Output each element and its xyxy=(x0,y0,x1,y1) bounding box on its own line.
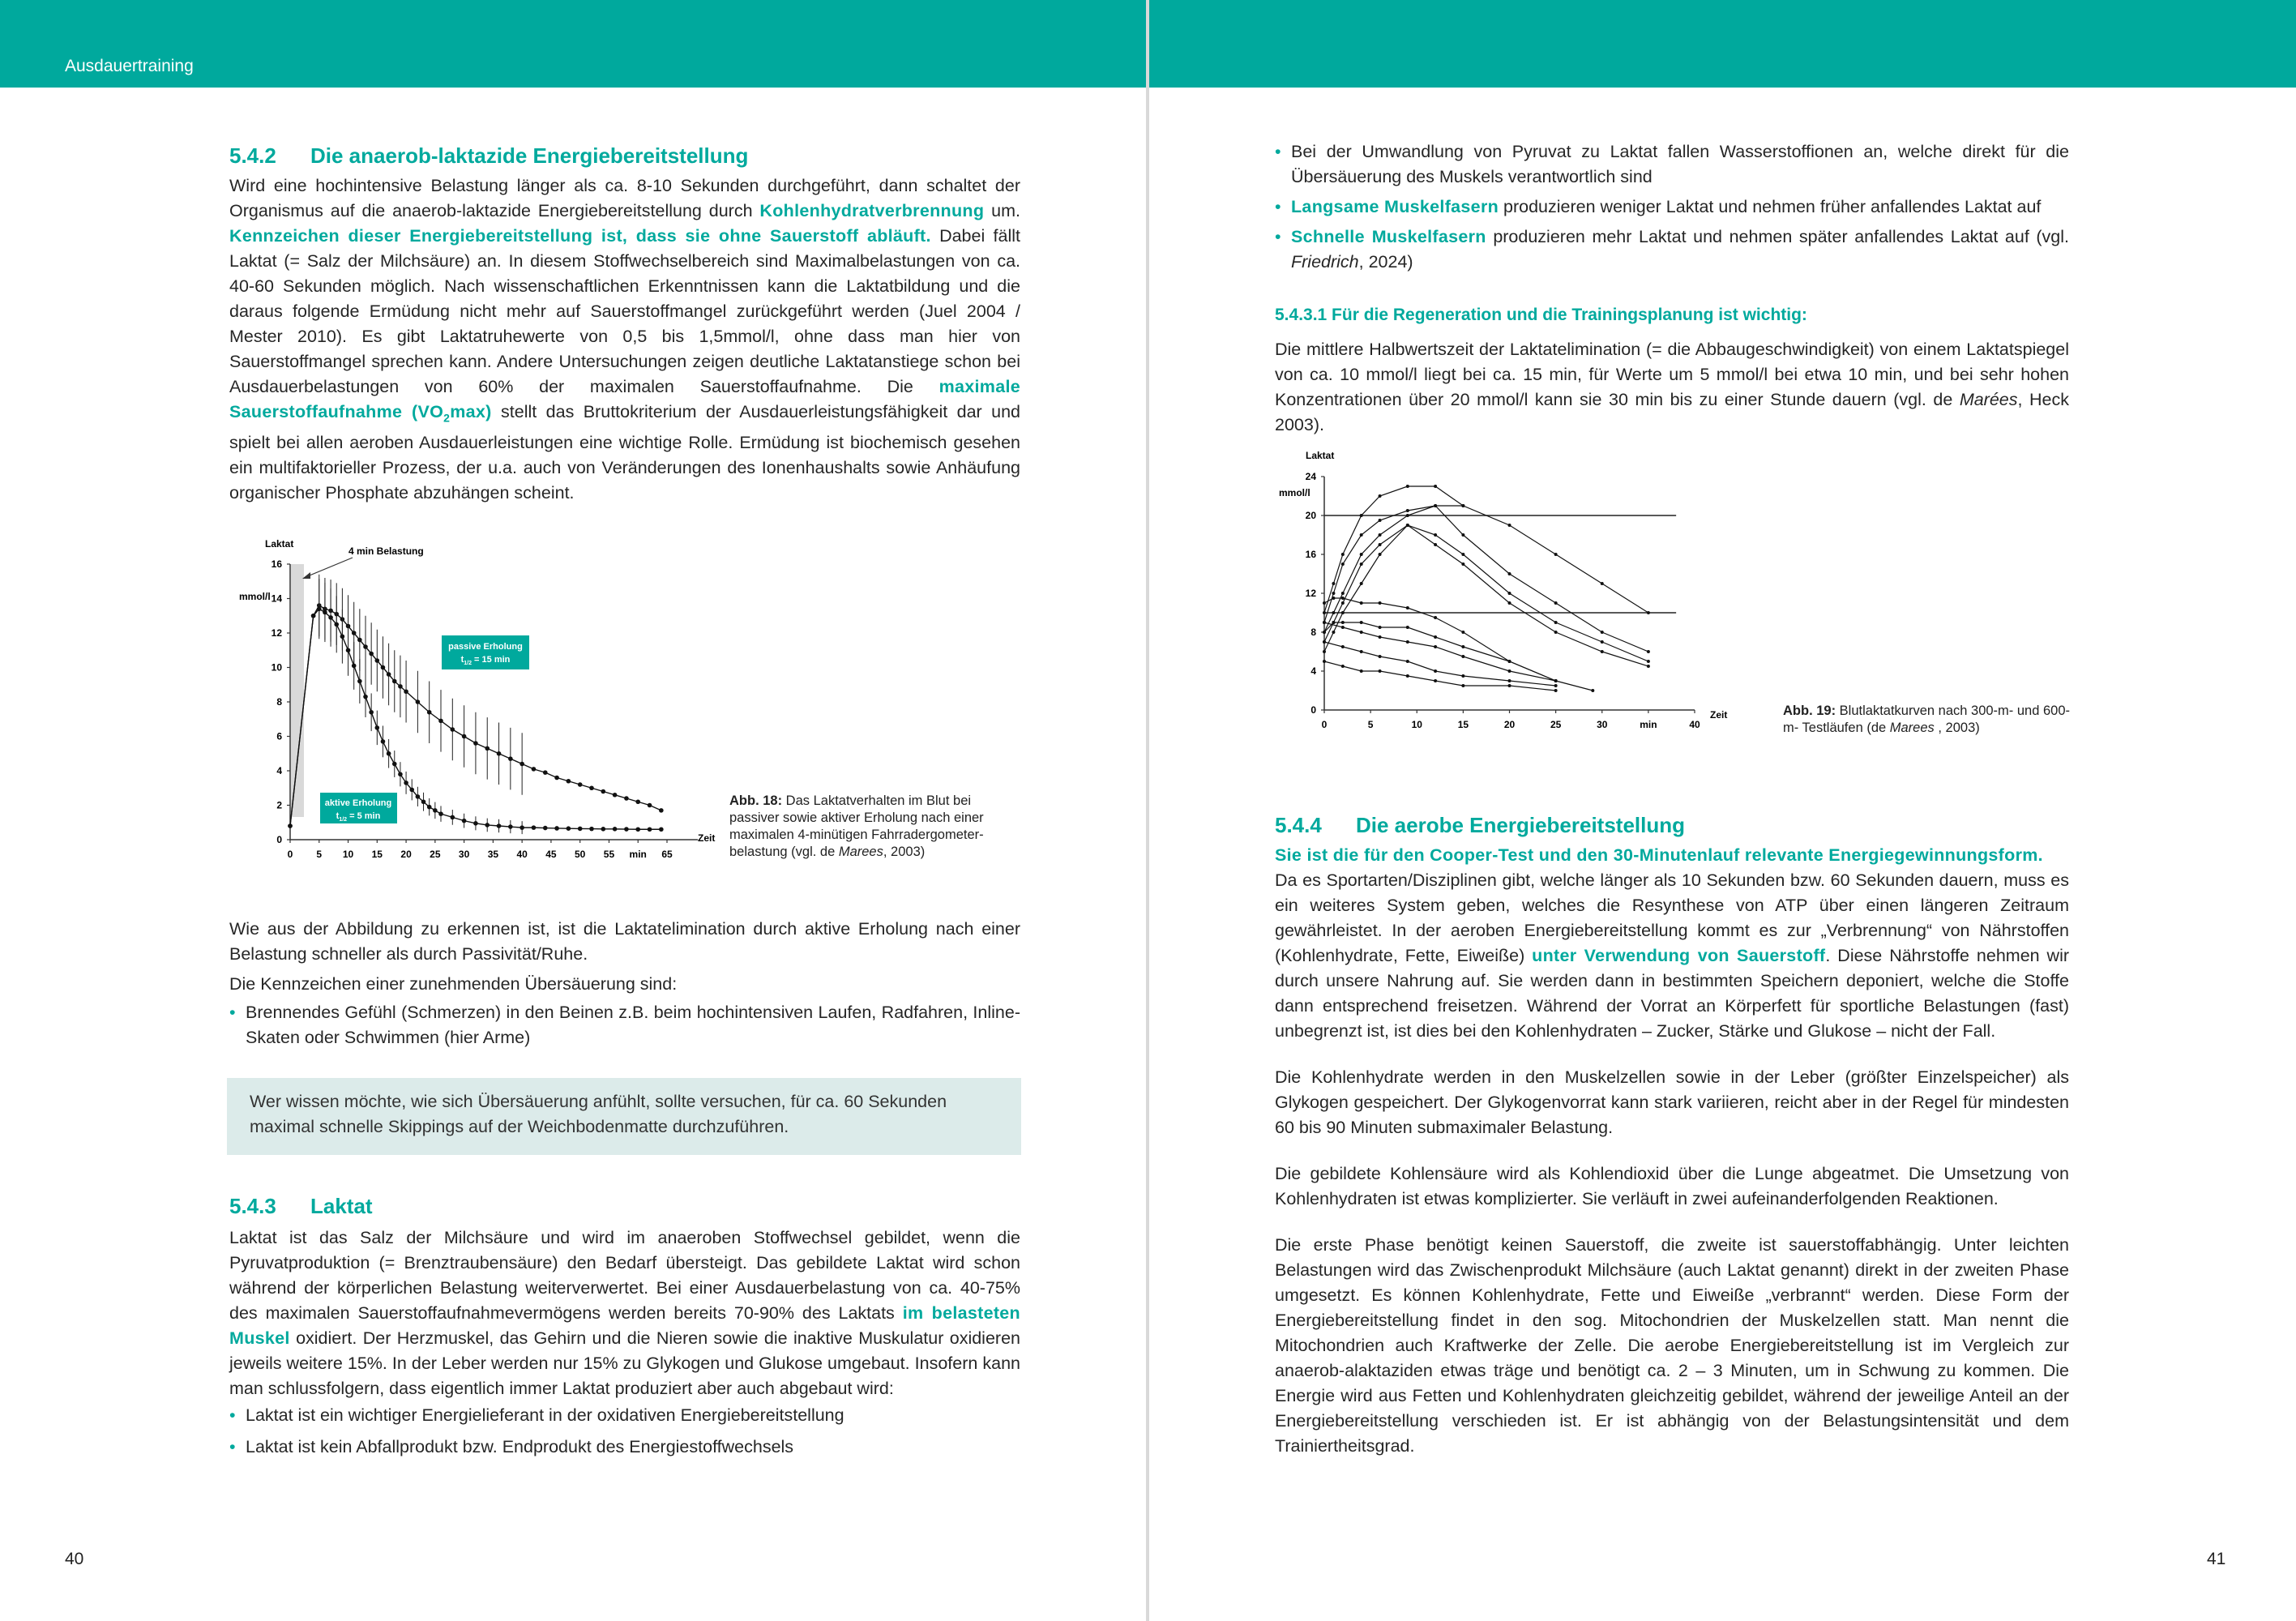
x-tick-label: 10 xyxy=(342,849,354,860)
x-tick-label: 0 xyxy=(1321,719,1328,730)
data-point xyxy=(1332,631,1335,634)
data-point xyxy=(589,827,594,832)
data-point xyxy=(311,614,316,618)
legend-passive-label: passive Erholung xyxy=(448,642,523,652)
data-point xyxy=(340,634,345,639)
data-point xyxy=(1323,650,1326,653)
data-point xyxy=(387,672,391,677)
data-point xyxy=(1341,601,1345,605)
data-point xyxy=(567,779,571,784)
data-point xyxy=(1508,679,1511,682)
list-item: • Schnelle Muskelfasern produzieren mehr Laktat und nehmen später anfallendes Laktat auf (vgl. Friedrich, 2024) xyxy=(1275,225,2069,275)
data-point xyxy=(1332,582,1335,585)
y-tick-label: 0 xyxy=(276,834,282,845)
data-point xyxy=(1379,655,1382,658)
header-band xyxy=(1149,0,2296,88)
data-point xyxy=(1323,640,1326,644)
data-point xyxy=(473,741,478,746)
series-line-A xyxy=(1324,486,1648,613)
data-point xyxy=(352,631,357,635)
section-heading: 5.4.2 Die anaerob-laktazide Energiebereitstellung xyxy=(229,143,749,168)
data-point xyxy=(363,644,368,649)
data-point xyxy=(288,823,293,828)
data-point xyxy=(1332,621,1335,624)
data-point xyxy=(363,695,368,699)
x-tick-label: 25 xyxy=(1550,719,1562,730)
data-point xyxy=(1360,621,1363,624)
data-point xyxy=(1434,679,1437,682)
y-axis-label: Laktat xyxy=(265,538,294,550)
data-point xyxy=(1601,640,1604,644)
data-point xyxy=(451,815,455,820)
y-tick-label: 14 xyxy=(271,592,282,605)
y-tick-label: 6 xyxy=(276,730,282,742)
data-point xyxy=(369,710,374,715)
paragraph: Wie aus der Abbildung zu erkennen ist, ist die Laktatelimination durch aktive Erholung nach einer Belastung schneller als durch Passivität/Ruhe. xyxy=(229,919,1020,964)
data-point xyxy=(427,805,432,810)
data-point xyxy=(624,796,629,801)
data-point xyxy=(1360,601,1363,605)
y-axis-unit: mmol/l xyxy=(1279,487,1310,498)
x-tick-label: 35 xyxy=(487,849,499,860)
x-axis-label: Zeit xyxy=(698,832,716,844)
data-point xyxy=(1508,572,1511,575)
data-point xyxy=(1434,504,1437,507)
data-point xyxy=(1341,665,1345,668)
y-tick-label: 10 xyxy=(271,661,282,674)
data-point xyxy=(352,664,357,669)
data-point xyxy=(1461,562,1464,566)
data-point xyxy=(433,808,438,813)
list-item: • Laktat ist ein wichtiger Energielieferant in der oxidativen Energiebereitstellung xyxy=(229,1403,1020,1428)
data-point xyxy=(1379,553,1382,556)
running-header: Ausdauertraining xyxy=(65,57,194,75)
load-phase-bar xyxy=(291,564,304,817)
data-point xyxy=(317,606,322,611)
section-5-4-4 xyxy=(1275,809,2069,1459)
data-point xyxy=(1332,597,1335,600)
data-point xyxy=(532,825,537,830)
x-tick-label: 45 xyxy=(545,849,557,860)
data-point xyxy=(1360,514,1363,517)
series-line-C xyxy=(1324,506,1648,652)
x-tick-label: min xyxy=(629,849,647,860)
data-point xyxy=(1341,645,1345,648)
data-point xyxy=(375,725,380,730)
data-point xyxy=(1601,650,1604,653)
data-point xyxy=(1508,660,1511,663)
chart-fig18 xyxy=(239,535,725,875)
data-point xyxy=(1360,631,1363,634)
data-point xyxy=(1508,669,1511,673)
data-point xyxy=(1360,553,1363,556)
section-heading: 5.4.3 Laktat xyxy=(229,1194,373,1218)
data-point xyxy=(1647,660,1650,663)
list-item: • Laktat ist kein Abfallprodukt bzw. Endprodukt des Energiestoffwechsels xyxy=(229,1435,1020,1460)
data-point xyxy=(1341,562,1345,566)
data-point xyxy=(485,746,490,751)
legend-active-halflife: $t_{1/2} = 5$ min xyxy=(336,811,381,823)
data-point xyxy=(1554,621,1558,624)
data-point xyxy=(543,770,548,775)
data-point xyxy=(1461,684,1464,687)
data-point xyxy=(1508,592,1511,595)
data-point xyxy=(1406,485,1409,488)
data-point xyxy=(404,689,408,694)
x-tick-label: 65 xyxy=(661,849,673,860)
data-point xyxy=(1341,626,1345,629)
page-number: 40 xyxy=(65,1550,84,1568)
paragraph: Laktat ist das Salz der Milchsäure und wird im anaeroben Stoffwechsel gebildet, wenn die Pyruvatproduktion (= Brenztraubensäure) den Bedarf übersteigt. Das gebildete Laktat wird schon während der körperlichen Belastung weiterverwertet. Bei einer Ausdauerbelastung von ca. 40-75% des maximalen Sauerstoffaufnahmevermögens werden bereits 70-90% des Laktats im belasteten Muskel oxidiert. Der Herzmuskel, das Gehirn und die Nieren sowie die inaktive Muskulatur oxidieren jeweils weitere 15%. In der Leber werden nur 15% zu Glykogen und Glukose umgebaut. Insofern kann man schlussfolgern, dass eigentlich immer Laktat produziert aber auch abgebaut wird: xyxy=(229,1228,1020,1398)
paragraph: Die erste Phase benötigt keinen Sauerstoff, die zweite ist sauerstoffabhängig. Unter leichten Belastungen wird das Zwischenprodukt Milchsäure (auch Laktat genannt) direkt in der zweiten Phase umgesetzt. Es können Kohlenhydrate, Fette und Eiweiße „verbrannt“ werden. Diese Form der Energiebereitstellung findet in den sog. Mitochondrien der Muskelzellen statt. Man nennt die Mitochondrien auch Kraftwerke der Zelle. Die aerobe Energiebereitstellung ist im Vergleich zur anaerob-alaktaziden etwas träge und benötigt ca. 2 – 3 Minuten, um in Schwung zu kommen. Die Energie wird aus Fetten und Kohlenhydraten gleichzeitig gebildet, während der jeweilige Anteil an der Energiebereitstellung verschieden ist. Er ist abhängig von der Belastungsintensität und dem Trainiertheitsgrad. xyxy=(1275,1235,2069,1456)
data-point xyxy=(1379,519,1382,522)
bullet-list xyxy=(229,1000,1020,1050)
data-point xyxy=(1554,689,1558,692)
y-tick-label: 8 xyxy=(276,696,282,708)
info-box: Wer wissen möchte, wie sich Übersäuerung anfühlt, sollte versuchen, für ca. 60 Sekunden maximal schnelle Skippings auf der Weichbodenmatte durchzuführen. xyxy=(227,1078,1021,1155)
data-point xyxy=(323,610,327,615)
x-tick-label: 5 xyxy=(316,849,323,860)
y-tick-label: 8 xyxy=(1310,627,1316,638)
data-point xyxy=(1461,674,1464,678)
data-point xyxy=(1461,533,1464,537)
data-point xyxy=(1554,553,1558,556)
data-point xyxy=(398,772,403,776)
x-tick-label: 5 xyxy=(1367,719,1374,730)
x-tick-label: min xyxy=(1640,719,1657,730)
data-point xyxy=(648,827,652,832)
data-point xyxy=(438,811,443,816)
data-point xyxy=(659,808,664,813)
data-point xyxy=(1601,582,1604,585)
lead-sentence: Sie ist die für den Cooper-Test und den 30-Minutenlauf relevante Energiegewinnungsform. xyxy=(1275,845,2043,865)
data-point xyxy=(1360,669,1363,673)
data-point xyxy=(421,799,426,804)
data-point xyxy=(473,821,478,826)
data-point xyxy=(1360,562,1363,566)
subsection-heading: 5.4.3.1 Für die Regeneration und die Trainingsplanung ist wichtig: xyxy=(1275,306,1807,324)
data-point xyxy=(1379,533,1382,537)
legend-passive-halflife: $t_{1/2} = 15$ min xyxy=(460,655,511,666)
data-point xyxy=(497,751,502,756)
data-point xyxy=(1379,635,1382,639)
data-point xyxy=(1554,631,1558,634)
load-label: 4 min Belastung xyxy=(348,545,424,557)
data-point xyxy=(543,826,548,831)
data-point xyxy=(624,827,629,832)
data-point xyxy=(357,679,362,684)
data-point xyxy=(1554,601,1558,605)
y-tick-label: 12 xyxy=(1305,588,1316,599)
bullets-top xyxy=(1275,139,2069,438)
paragraph: Da es Sportarten/Disziplinen gibt, welche länger als 10 Sekunden bzw. 60 Sekunden dauern, muss es ein weiteres System geben, welches die Resynthese von ATP über einen längeren Zeitraum gewährleistet. In der aeroben Energiebereitstellung kommt es zur „Verbrennung“ von Nährstoffen (Kohlenhydrate, Fette, Eiweiße) unter Verwendung von Sauerstoff. Diese Nährstoffe nehmen wir durch unsere Nahrung auf. Sie werden dann in bestimmten Speichern deponiert, welche die Stoffe dann entsprechend freisetzen. Während der Vorrat an Körperfett für sportliche Belastungen (fast) unbegrenzt ist, ist dies bei den Kohlenhydraten – Zucker, Stärke und Glukose – nicht der Fall. xyxy=(1275,870,2070,1041)
data-point xyxy=(1341,621,1345,624)
data-point xyxy=(554,776,559,781)
data-point xyxy=(519,762,524,767)
data-point xyxy=(508,824,513,829)
data-point xyxy=(1461,655,1464,658)
y-axis-label: Laktat xyxy=(1306,450,1335,461)
data-point xyxy=(328,615,333,620)
paragraph: Die Kohlenhydrate werden in den Muskelzellen sowie in der Leber (größter Einzelspeicher) als Glykogen gespeichert. Der Glykogenvorrat kann stark variieren, reicht aber in der Regel für mindesten 60 bis 90 Minuten submaximaler Belastung. xyxy=(1275,1067,2069,1137)
data-point xyxy=(567,826,571,831)
x-axis-label: Zeit xyxy=(1710,709,1728,721)
legend-active-label: aktive Erholung xyxy=(324,798,392,808)
data-point xyxy=(1323,631,1326,634)
y-tick-label: 20 xyxy=(1305,510,1316,521)
data-point xyxy=(578,827,583,832)
x-tick-label: 40 xyxy=(1689,719,1700,730)
data-point xyxy=(1461,504,1464,507)
x-tick-label: 0 xyxy=(287,849,293,860)
paragraph: Wird eine hochintensive Belastung länger als ca. 8-10 Sekunden durchgeführt, dann schaltet der Organismus auf die anaerob-laktazide Energiebereitstellung durch Kohlenhydratverbrennung um. Kennzeichen dieser Energiebereitstellung ist, dass sie ohne Sauerstoff abläuft. Dabei fällt Laktat (= Salz der Milchsäure) an. In diesem Stoffwechselbereich sind Maximalbelastungen von ca. 40-60 Sekunden möglich. Nach wissenschaftlichen Erkenntnissen kann die Laktatbildung und die daraus folgende Ermüdung nicht mehr auf Sauerstoffmangel zurückgeführt werden (Juel 2004 / Mester 2010). Es gibt Laktatruhewerte von 0,5 bis 1,5mmol/l, ohne dass man hier von Sauerstoffmangel sprechen kann. Andere Untersuchungen zeigen deutliche Laktatanstiege schon bei Ausdauerbelastungen von 60% der maximalen Sauerstoffaufnahme. Die maximale Sauerstoffaufnahme $(VO_2\max)$ stellt das Bruttokriterium der Ausdauerleistungsfähigkeit dar und spielt bei allen aeroben Ausdauerleistungen eine wichtige Rolle. Ermüdung ist biochemisch gesehen ein multifaktorieller Prozess, der u.a. auch von Veränderungen des Ionenhaushalts sowie Anhäufung organischer Phosphate abzuhängen scheint. xyxy=(229,176,1021,503)
data-point xyxy=(554,826,559,831)
y-tick-label: 16 xyxy=(271,558,282,570)
data-point xyxy=(1554,679,1558,682)
data-point xyxy=(392,679,397,684)
x-tick-label: 55 xyxy=(603,849,615,860)
y-tick-label: 12 xyxy=(271,627,282,639)
header-band xyxy=(0,0,1146,88)
data-point xyxy=(1434,533,1437,537)
bullet-list xyxy=(229,1403,1020,1460)
data-point xyxy=(1360,650,1363,653)
series-line-D xyxy=(1324,525,1648,661)
data-point xyxy=(1434,616,1437,619)
paragraph: Die Kennzeichen einer zunehmenden Übersäuerung sind: xyxy=(229,974,678,994)
data-point xyxy=(416,699,421,704)
data-point xyxy=(1434,635,1437,639)
data-point xyxy=(1332,611,1335,614)
data-point xyxy=(1647,665,1650,668)
y-axis-unit: mmol/l xyxy=(239,591,271,602)
x-tick-label: 10 xyxy=(1411,719,1422,730)
data-point xyxy=(398,684,403,689)
x-tick-label: 20 xyxy=(1503,719,1516,730)
data-point xyxy=(1360,582,1363,585)
data-point xyxy=(1434,543,1437,546)
data-point xyxy=(392,762,397,767)
data-point xyxy=(1434,669,1437,673)
data-point xyxy=(1461,631,1464,634)
list-item: • Langsame Muskelfasern produzieren weniger Laktat und nehmen früher anfallendes Laktat auf xyxy=(1275,195,2069,220)
data-point xyxy=(346,648,351,652)
data-point xyxy=(519,825,524,830)
load-arrow xyxy=(306,558,353,577)
data-point xyxy=(416,794,421,799)
data-point xyxy=(1554,684,1558,687)
data-point xyxy=(1601,631,1604,634)
right-page xyxy=(1149,0,2296,1621)
data-point xyxy=(1341,592,1345,595)
list-item: • Bei der Umwandlung von Pyruvat zu Laktat fallen Wasserstoffionen an, welche direkt für die Übersäuerung des Muskels verantwortlich sind xyxy=(1275,139,2069,190)
data-point xyxy=(404,781,408,785)
data-point xyxy=(357,638,362,643)
data-point xyxy=(613,793,618,798)
data-point xyxy=(578,782,583,787)
x-tick-label: 50 xyxy=(575,849,586,860)
data-point xyxy=(1461,553,1464,556)
data-point xyxy=(497,823,502,828)
after-figure-text xyxy=(229,917,1020,1050)
data-point xyxy=(1332,592,1335,595)
data-point xyxy=(1323,660,1326,663)
section-5-4-2 xyxy=(229,139,1020,506)
data-point xyxy=(1647,611,1650,614)
series-line-E xyxy=(1324,525,1648,666)
data-point xyxy=(601,827,606,832)
paragraph: Die mittlere Halbwertszeit der Laktatelimination (= die Abbaugeschwindigkeit) von einem Laktatspiegel von ca. 10 mmol/l liegt bei ca. 15 min, für Werte um 5 mmol/l bei etwa 10 min, und bei sehr hohen Konzentrationen über 20 mmol/l kann sie 30 min bis zu einer Stunde dauern (vgl. de Marées, Heck 2003). xyxy=(1275,340,2069,434)
data-point xyxy=(648,803,652,808)
data-point xyxy=(1406,606,1409,609)
data-point xyxy=(387,751,391,756)
data-point xyxy=(1508,684,1511,687)
y-tick-label: 2 xyxy=(276,799,282,811)
x-tick-label: 40 xyxy=(516,849,528,860)
page-number: 41 xyxy=(2207,1550,2226,1568)
data-point xyxy=(659,827,664,832)
bullet-list xyxy=(1275,139,2069,275)
section-5-4-3 xyxy=(229,1190,1020,1460)
data-point xyxy=(438,719,443,724)
data-point xyxy=(1341,553,1345,556)
data-point xyxy=(1360,533,1363,537)
data-point xyxy=(1379,494,1382,498)
data-point xyxy=(485,823,490,828)
x-tick-label: 30 xyxy=(458,849,470,860)
data-point xyxy=(1647,650,1650,653)
data-point xyxy=(1406,509,1409,512)
data-point xyxy=(1461,645,1464,648)
left-page xyxy=(0,0,1146,1621)
data-point xyxy=(1323,621,1326,624)
data-point xyxy=(1591,689,1594,692)
data-point xyxy=(1508,524,1511,527)
data-point xyxy=(508,756,513,761)
data-point xyxy=(1341,611,1345,614)
data-point xyxy=(1406,640,1409,644)
data-point xyxy=(635,799,640,804)
x-tick-label: 15 xyxy=(371,849,383,860)
data-point xyxy=(589,785,594,790)
data-point xyxy=(462,734,467,739)
data-point xyxy=(1379,543,1382,546)
data-point xyxy=(369,652,374,657)
data-point xyxy=(1508,601,1511,605)
data-point xyxy=(451,727,455,732)
x-tick-label: 25 xyxy=(430,849,441,860)
data-point xyxy=(1379,626,1382,629)
data-point xyxy=(1406,660,1409,663)
data-point xyxy=(1406,524,1409,527)
x-tick-label: 30 xyxy=(1597,719,1608,730)
data-point xyxy=(1406,626,1409,629)
data-point xyxy=(1406,514,1409,517)
data-point xyxy=(1323,601,1326,605)
y-tick-label: 4 xyxy=(1310,665,1316,677)
data-point xyxy=(613,827,618,832)
data-point xyxy=(381,739,386,744)
figure-19-caption: Abb. 19: Blutlaktatkurven nach 300-m- und 600-m- Testläufen (de Marees , 2003) xyxy=(1783,704,2071,735)
data-point xyxy=(427,710,432,715)
data-point xyxy=(1323,611,1326,614)
y-tick-label: 0 xyxy=(1310,704,1316,716)
data-point xyxy=(462,819,467,823)
y-tick-label: 24 xyxy=(1305,471,1316,482)
figure-18-caption: Abb. 18: Das Laktatverhalten im Blut bei passiver sowie aktiver Erholung nach einer maximalen 4-minütigen Fahrradergometer-belastung (vgl. de Marees, 2003) xyxy=(729,793,984,859)
data-point xyxy=(1406,674,1409,678)
chart-fig19 xyxy=(1275,444,1729,744)
data-point xyxy=(334,622,339,627)
data-point xyxy=(601,789,606,794)
data-point xyxy=(1341,597,1345,600)
data-point xyxy=(1379,669,1382,673)
data-point xyxy=(375,658,380,663)
section-heading: 5.4.4 Die aerobe Energiebereitstellung xyxy=(1275,813,1686,837)
y-tick-label: 4 xyxy=(276,765,282,776)
data-point xyxy=(381,665,386,670)
data-point xyxy=(635,827,640,832)
y-tick-label: 16 xyxy=(1305,549,1316,560)
x-tick-label: 20 xyxy=(400,849,412,860)
x-tick-label: 15 xyxy=(1457,719,1469,730)
data-point xyxy=(1434,485,1437,488)
data-point xyxy=(532,767,537,772)
data-point xyxy=(1379,601,1382,605)
data-point xyxy=(409,788,414,793)
paragraph: Die gebildete Kohlensäure wird als Kohlendioxid über die Lunge abgeatmet. Die Umsetzung von Kohlenhydraten ist etwas komplizierter. Sie verläuft in zwei aufeinanderfolgenden Reaktionen. xyxy=(1275,1164,2069,1208)
list-item: • Brennendes Gefühl (Schmerzen) in den Beinen z.B. beim hochintensiven Laufen, Radfahren, Inline-Skaten oder Schwimmen (hier Arme) xyxy=(229,1000,1020,1050)
data-point xyxy=(1434,645,1437,648)
